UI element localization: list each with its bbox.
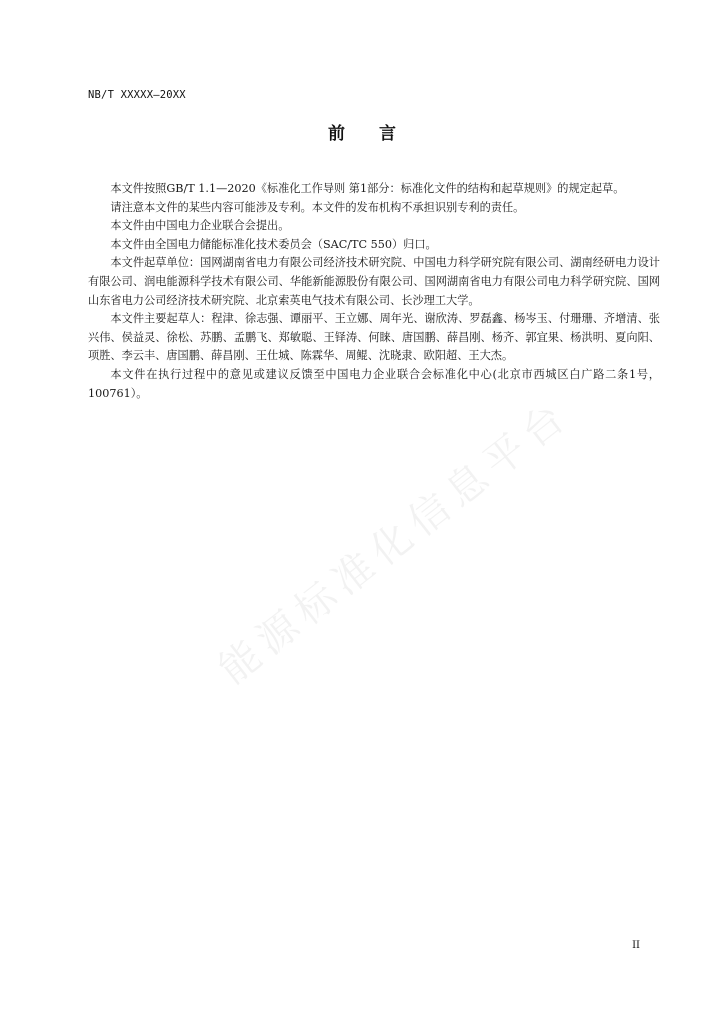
watermark: 能源标准化信息平台 bbox=[210, 391, 580, 694]
paragraph-proposer: 本文件由中国电力企业联合会提出。 bbox=[110, 219, 290, 233]
document-body bbox=[88, 180, 660, 403]
paragraph-administrator: 本文件由全国电力储能标准化技术委员会（SAC/TC 550）归口。 bbox=[110, 237, 437, 251]
paragraph-feedback: 本文件在执行过程中的意见或建议反馈至中国电力企业联合会标准化中心(北京市西城区白广路二条1号，100761）。 bbox=[88, 367, 660, 400]
paragraph-drafting-rules: 本文件按照GB/T 1.1—2020《标准化工作导则 第1部分：标准化文件的结构和起草规则》的规定起草。 bbox=[110, 182, 625, 195]
standard-number-header: NB/T XXXXX—20XX bbox=[88, 89, 186, 101]
page-number: II bbox=[632, 940, 640, 951]
paragraph-patent-notice: 请注意本文件的某些内容可能涉及专利。本文件的发布机构不承担识别专利的责任。 bbox=[110, 200, 525, 214]
paragraph-drafters: 本文件主要起草人：程津、徐志强、谭丽平、王立娜、周年光、谢欣涛、罗磊鑫、杨岑玉、付珊珊、齐增清、张兴伟、侯益灵、徐松、苏鹏、孟鹏飞、郑敏聪、王铎涛、何睐、唐国鹏、薛昌刚、杨齐、郭宜果、杨洪明、夏向阳、项胜、李云丰、唐国鹏、薛昌刚、王仕城、陈霖华、周鲲、沈晓隶、欧阳超、王大杰。 bbox=[88, 312, 660, 363]
paragraph-drafting-units: 本文件起草单位：国网湖南省电力有限公司经济技术研究院、中国电力科学研究院有限公司、湖南经研电力设计有限公司、润电能源科学技术有限公司、华能新能源股份有限公司、国网湖南省电力有限公司电力科学研究院、国网山东省电力公司经济技术研究院、北京索英电气技术有限公司、长沙理工大学。 bbox=[88, 256, 660, 307]
page-title: 前 言 bbox=[328, 124, 410, 144]
